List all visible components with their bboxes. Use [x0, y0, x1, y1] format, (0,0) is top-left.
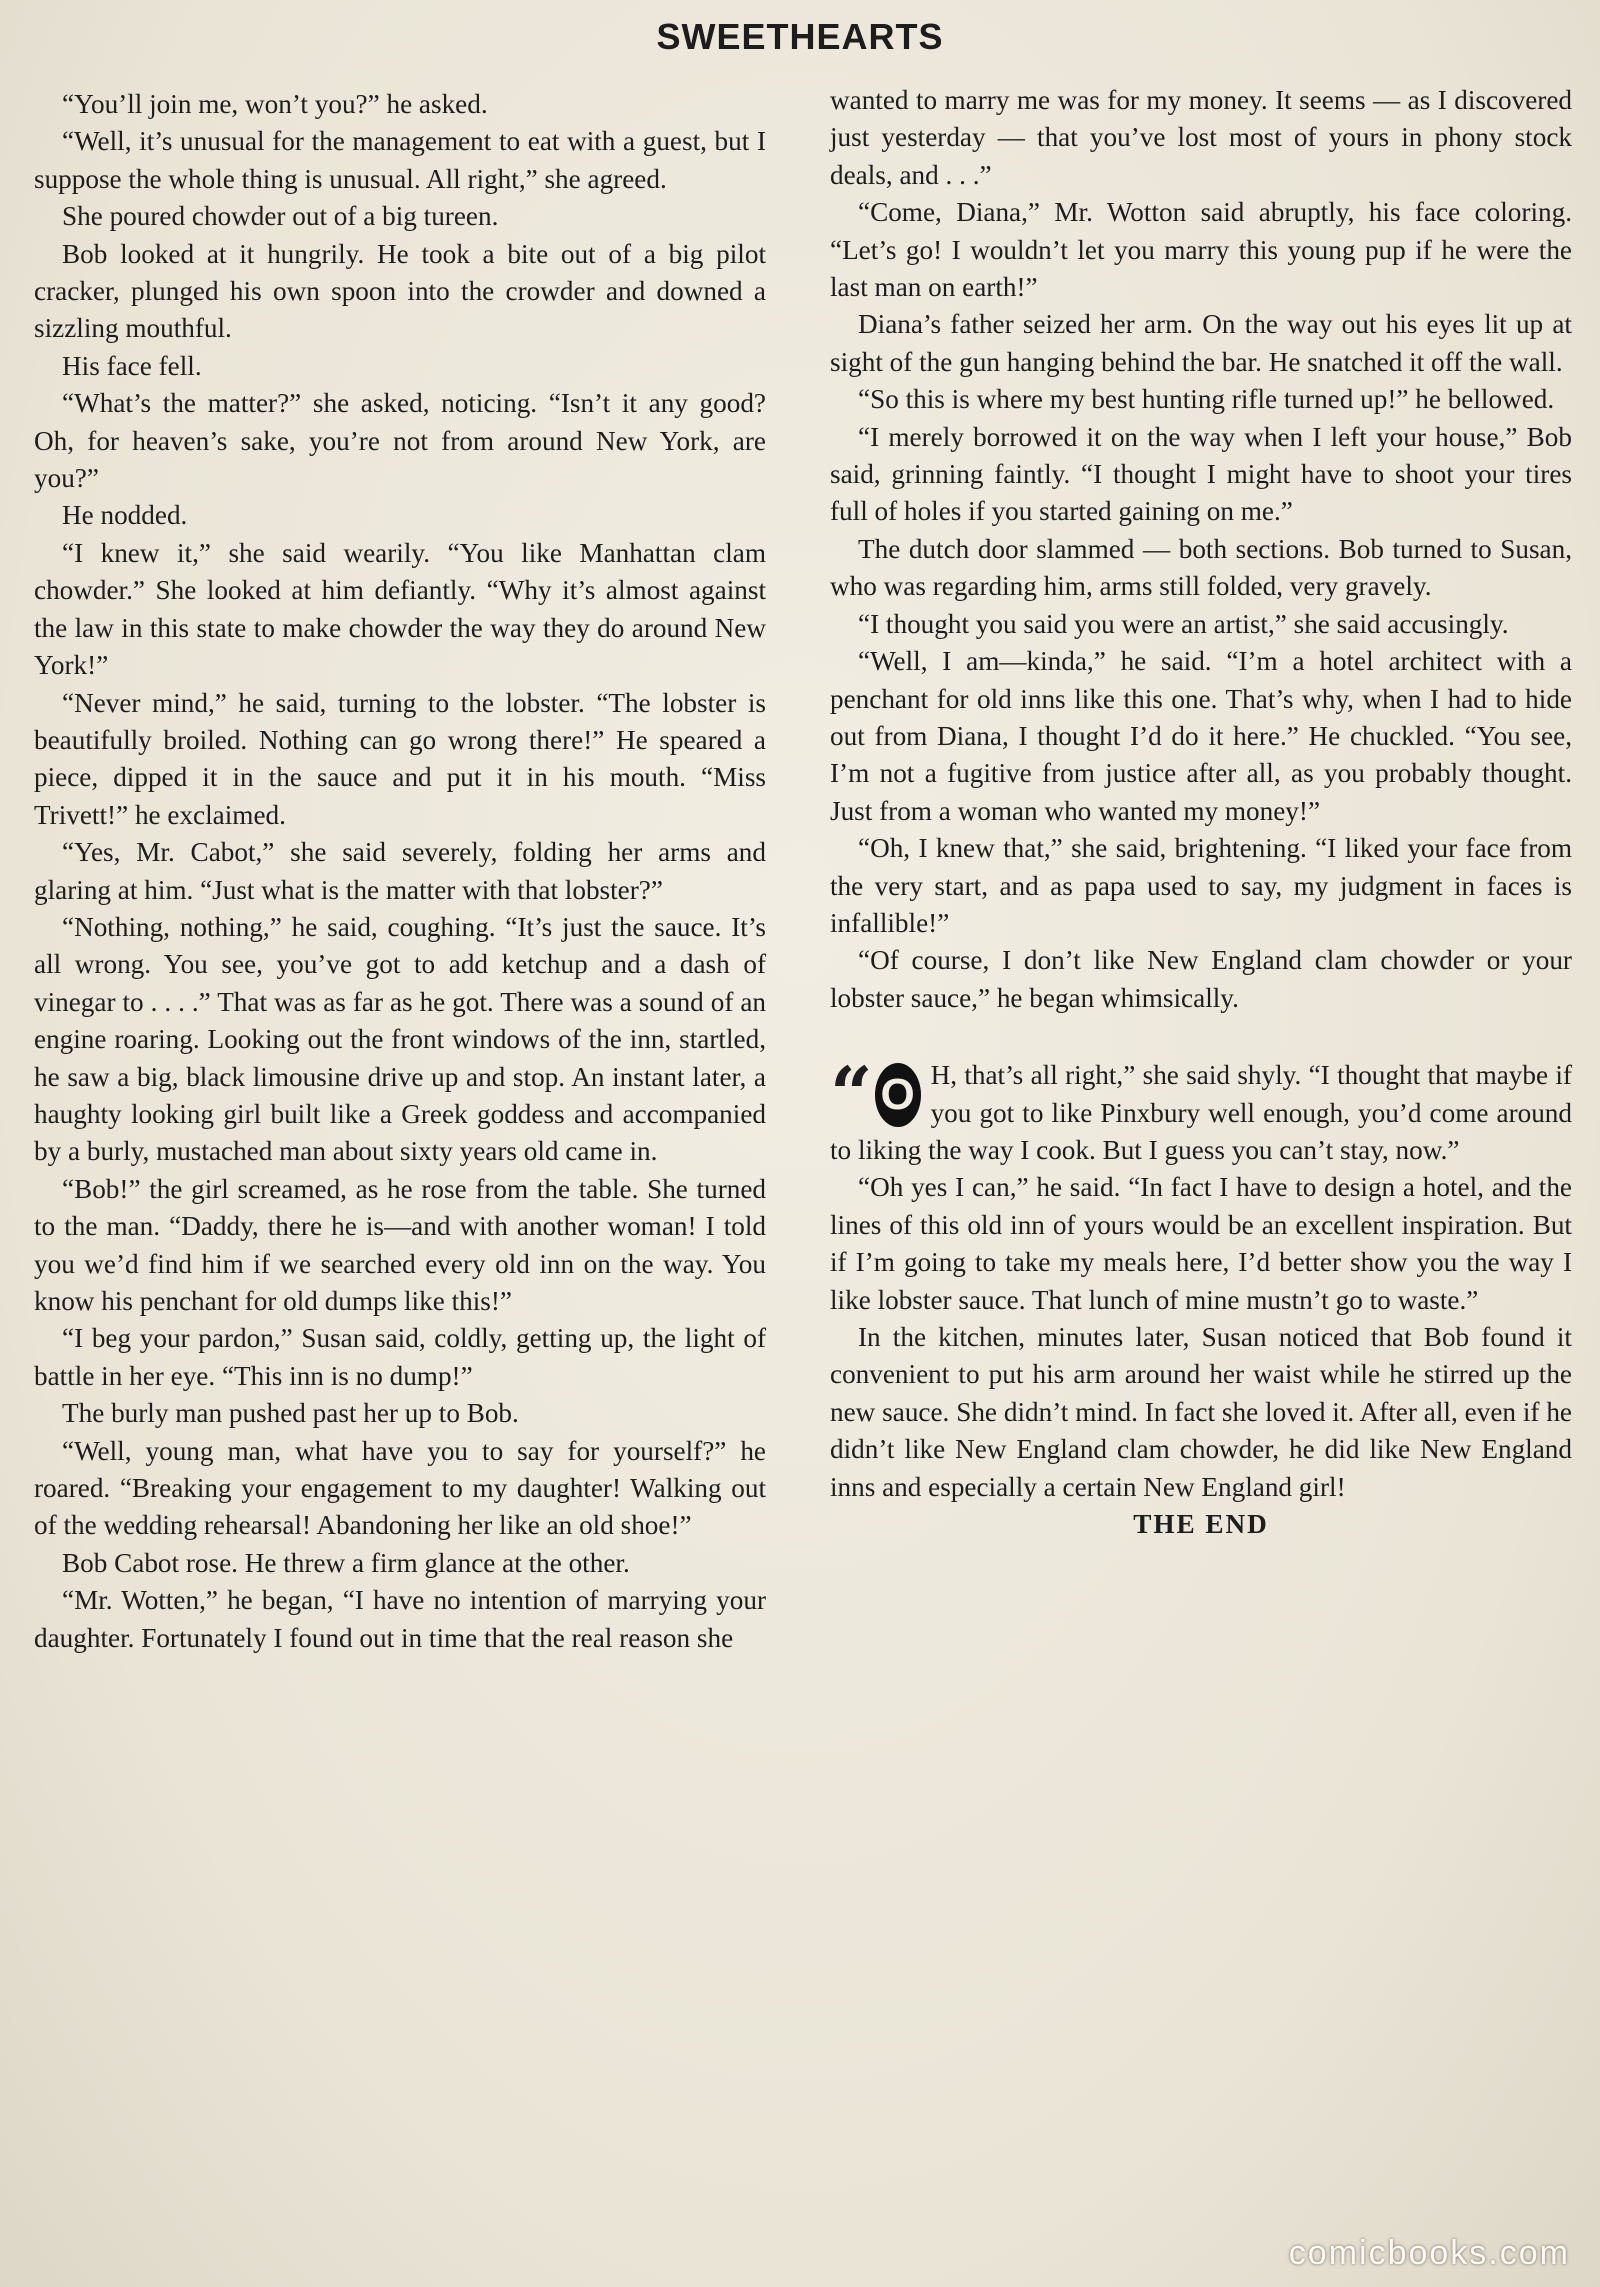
paragraph: In the kitchen, minutes later, Susan noticed that Bob found it convenient to put his arm around her waist while he stirred up the new sauce. She didn’t mind. In fact she loved it. After all, even if he didn’t like New England clam chowder, he did like New England inns and especially a certain New England girl! — [830, 1322, 1572, 1502]
paragraph: “Well, I am—kinda,” he said. “I’m a hotel architect with a penchant for old inns like this one. That’s why, when I had to hide out from Diana, I thought I’d do it here.” He chuckled. “You see, I’m not a fugitive from justice after all, as you probably thought. Just from a woman who wanted my money!” — [830, 646, 1572, 826]
the-end-label: THE END — [1133, 1509, 1269, 1540]
paragraph-continued: wanted to marry me was for my money. It seems — as I discovered just yesterday — that you’ve lost most of yours in phony stock deals, and . . .” — [830, 85, 1572, 190]
paragraph: “Oh yes I can,” he said. “In fact I have to design a hotel, and the lines of this old inn of yours would be an excellent inspiration. But if I’m going to take my meals here, I’d better show you the way I like lobster sauce. That lunch of mine mustn’t go to waste.” — [830, 1172, 1572, 1315]
paragraph: Bob looked at it hungrily. He took a bite out of a big pilot cracker, plunged his own spoon into the crowder and downed a sizzling mouthful. — [34, 238, 766, 344]
right-column — [830, 82, 1572, 1543]
page-header: SWEETHEARTS — [656, 16, 944, 57]
paragraph: “Yes, Mr. Cabot,” she said severely, folding her arms and glaring at him. “Just what is the matter with that lobster?” — [34, 837, 766, 905]
paragraph: “I merely borrowed it on the way when I left your house,” Bob said, grinning faintly. “I thought I might have to shoot your tires full of holes if you started gaining on me.” — [830, 421, 1572, 527]
paragraph: His face fell. — [62, 350, 202, 381]
paragraph: “Come, Diana,” Mr. Wotton said abruptly, his face coloring. “Let’s go! I wouldn’t let you marry this young pup if he were the last man on earth!” — [830, 197, 1572, 303]
paragraph: Bob Cabot rose. He threw a firm glance at the other. — [62, 1547, 630, 1578]
paragraph: The burly man pushed past her up to Bob. — [62, 1398, 519, 1429]
paragraph: “Mr. Wotten,” he began, “I have no intention of marrying your daughter. Fortunately I found out in time that the real reason she — [34, 1585, 766, 1653]
paragraph: She poured chowder out of a big tureen. — [62, 201, 499, 232]
left-column — [34, 86, 766, 1657]
dropcap-letter: O — [875, 1063, 921, 1127]
paragraph: “Well, young man, what have you to say for yourself?” he roared. “Breaking your engagement to my daughter! Walking out of the wedding rehearsal! Abandoning her like an old shoe!” — [34, 1435, 766, 1541]
paragraph: “Well, it’s unusual for the management to eat with a guest, but I suppose the whole thing is unusual. All right,” she agreed. — [34, 126, 766, 194]
dropcap-paragraph: H, that’s all right,” she said shyly. “I thought that maybe if you got to like Pinxbury well enough, you’d come around to liking the way I cook. But I guess you can’t stay, now.” — [830, 1060, 1572, 1165]
paragraph: Diana’s father seized her arm. On the way out his eyes lit up at sight of the gun hanging behind the bar. He snatched it off the wall. — [830, 309, 1572, 377]
paragraph: “Never mind,” he said, turning to the lobster. “The lobster is beautifully broiled. Nothing can go wrong there!” He speared a piece, dipped it in the sauce and put it in his mouth. “Miss Trivett!” he exclaimed. — [34, 687, 766, 830]
dropcap-quote-icon: “ — [830, 1063, 873, 1128]
paragraph: “You’ll join me, won’t you?” he asked. — [62, 89, 488, 119]
paragraph: “I beg your pardon,” Susan said, coldly, getting up, the light of battle in her eye. “This inn is no dump!” — [34, 1323, 766, 1391]
paragraph: “Of course, I don’t like New England clam chowder or your lobster sauce,” he began whimsically. — [830, 945, 1572, 1013]
paragraph: “So this is where my best hunting rifle turned up!” he bellowed. — [858, 384, 1555, 415]
paragraph: “What’s the matter?” she asked, noticing. “Isn’t it any good? Oh, for heaven’s sake, you’re not from around New York, are you?” — [34, 388, 766, 494]
paragraph: “Bob!” the girl screamed, as he rose from the table. She turned to the man. “Daddy, there he is—and with another woman! I told you we’d find him if we searched every old inn on the way. You know his penchant for old dumps like this!” — [34, 1173, 766, 1316]
paragraph: “Oh, I knew that,” she said, brightening. “I liked your face from the very start, and as papa used to say, my judgment in faces is infallible!” — [830, 833, 1572, 938]
paragraph: “I knew it,” she said wearily. “You like Manhattan clam chowder.” She looked at him defiantly. “Why it’s almost against the law in this state to make chowder the way they do around New York!” — [34, 537, 766, 681]
paragraph: The dutch door slammed — both sections. Bob turned to Susan, who was regarding him, arms still folded, very gravely. — [830, 533, 1572, 602]
paragraph: “Nothing, nothing,” he said, coughing. “It’s just the sauce. It’s all wrong. You see, you’ve got to add ketchup and a dash of vinegar to . . . .” That was as far as he got. There was a sound of an engine roaring. Looking out the front windows of the inn, startled, he saw a big, black limousine drive up and stop. An instant later, a haughty looking girl built like a Greek goddess and accompanied by a burly, mustached man about sixty years old came in. — [34, 911, 766, 1167]
paragraph: “I thought you said you were an artist,” she said accusingly. — [858, 608, 1509, 639]
watermark: comicbooks.com — [1288, 2234, 1570, 2272]
paragraph: He nodded. — [62, 500, 188, 531]
dropcap — [830, 1063, 921, 1127]
dropcap-section — [830, 1057, 1572, 1169]
